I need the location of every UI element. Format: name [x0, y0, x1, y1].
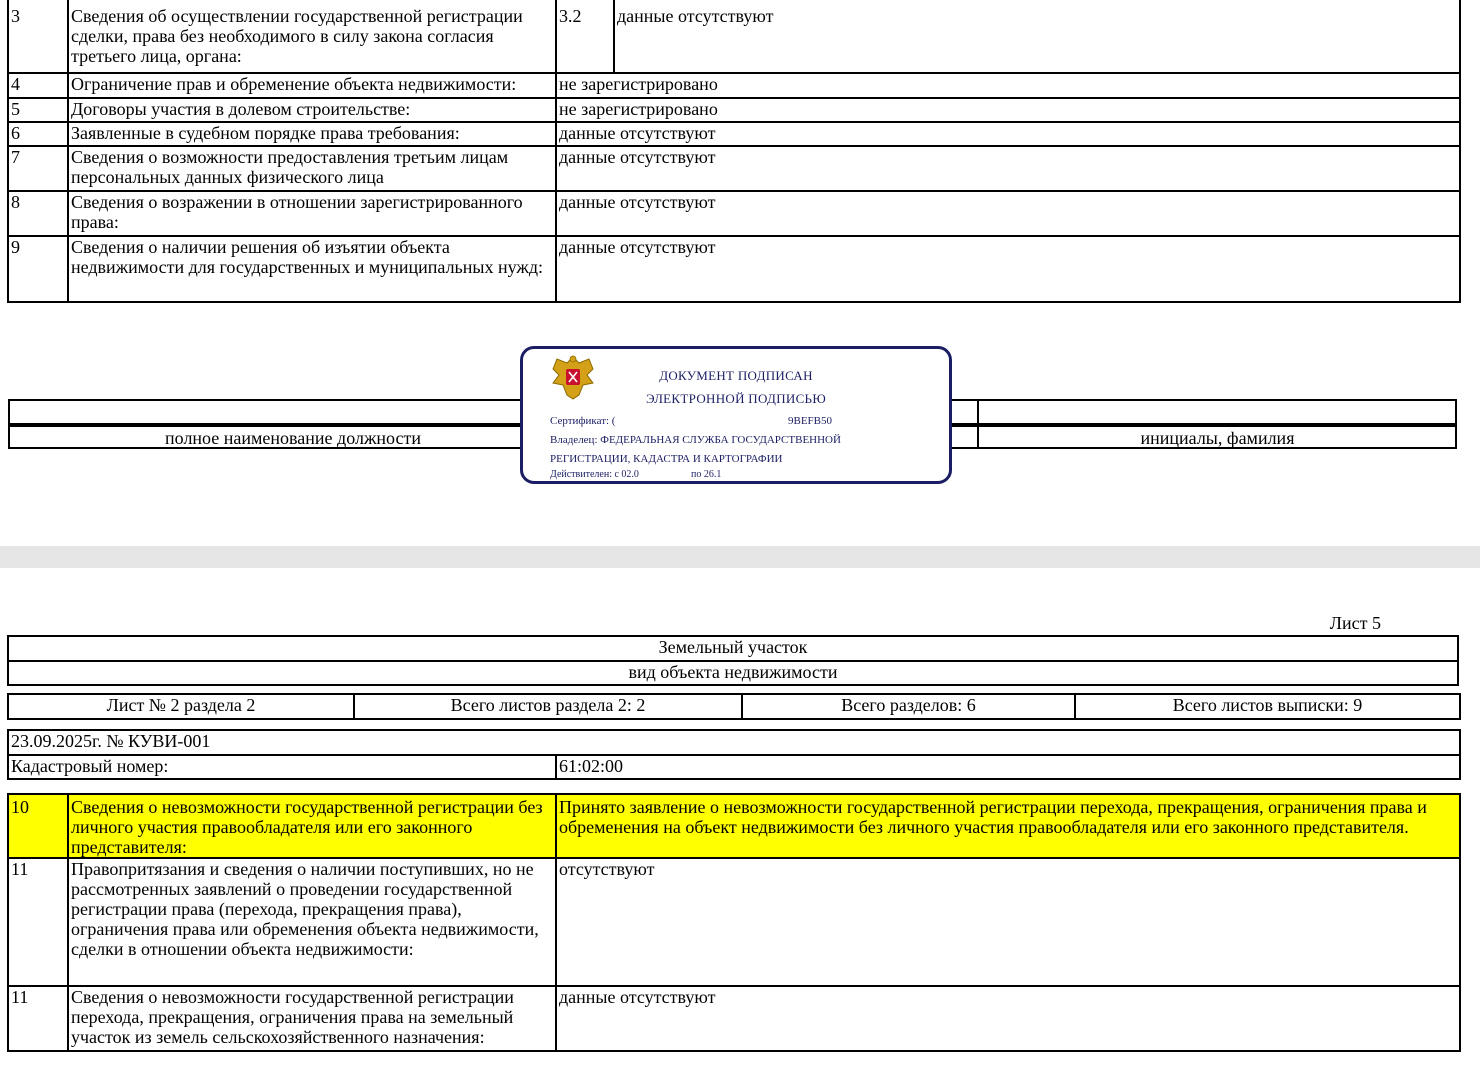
row-number: 9 [8, 236, 68, 302]
row-label: Ограничение прав и обременение объекта недвижимости: [68, 73, 556, 98]
position-caption: полное наименование должности [165, 428, 421, 448]
stamp-valid-from: Действителен: с 02.0 [550, 469, 639, 480]
stamp-owner-1: Владелец: ФЕДЕРАЛЬНАЯ СЛУЖБА ГОСУДАРСТВЕННОЙ [550, 434, 841, 446]
row-subnumber: 3.2 [556, 0, 614, 73]
row-value: данные отсутствуют [556, 236, 1460, 302]
row-value: данные отсутствуют [556, 986, 1460, 1051]
stamp-title-2: ЭЛЕКТРОННОЙ ПОДПИСЬЮ [646, 391, 826, 406]
row-label: Сведения о возможности предоставления третьим лицам персональных данных физического лица [68, 146, 556, 191]
row-label: Заявленные в судебном порядке права требования: [68, 122, 556, 146]
stamp-certificate-label: Сертификат: ( [550, 415, 616, 427]
cadastral-label: Кадастровый номер: [8, 755, 556, 779]
object-type-table [7, 635, 1459, 686]
row-number: 5 [8, 98, 68, 122]
total-sections-cell: Всего разделов: 6 [742, 694, 1075, 719]
name-caption: инициалы, фамилия [1140, 428, 1295, 448]
electronic-signature-stamp [520, 346, 952, 484]
row-value: не зарегистрировано [556, 73, 1460, 98]
row-value: отсутствуют [556, 858, 1460, 986]
table-row [8, 73, 1460, 98]
table-row [8, 191, 1460, 236]
row-label: Договоры участия в долевом строительстве: [68, 98, 556, 122]
row-label: Сведения о невозможности государственной регистрации без личного участия правообладателя или его законного представителя: [68, 794, 556, 858]
cadastral-table [7, 729, 1461, 780]
stamp-owner-2: РЕГИСТРАЦИИ, КАДАСТРА И КАРТОГРАФИИ [550, 453, 783, 465]
row-number: 11 [8, 858, 68, 986]
sheet-info-table [7, 693, 1461, 720]
row-value: данные отсутствуют [556, 191, 1460, 236]
cadastral-number: 61:02:00 [556, 755, 1460, 779]
row-number: 8 [8, 191, 68, 236]
row-label: Правопритязания и сведения о наличии поступивших, но не рассмотренных заявлений о проведении государственной регистрации права (перехода, прекращения права), ограничения права или обременения объекта недвижимости, сделки в отношении объекта недвижимости: [68, 858, 556, 986]
total-sheets-section-cell: Всего листов раздела 2: 2 [354, 694, 742, 719]
document-date-number: 23.09.2025г. № КУВИ-001 [8, 730, 1460, 755]
row-value: данные отсутствуют [556, 122, 1460, 146]
table-row [8, 122, 1460, 146]
row-number: 3 [8, 0, 68, 73]
rights-table-bottom [7, 793, 1461, 1052]
row-value: не зарегистрировано [556, 98, 1460, 122]
row-label: Сведения об осуществлении государственной регистрации сделки, права без необходимого в силу закона согласия третьего лица, органа: [68, 0, 556, 73]
table-row [8, 98, 1460, 122]
row-number: 7 [8, 146, 68, 191]
table-row [8, 986, 1460, 1051]
table-row [8, 858, 1460, 986]
row-number: 6 [8, 122, 68, 146]
table-row [8, 794, 1460, 858]
row-value: данные отсутствуют [614, 0, 1460, 73]
row-number: 10 [8, 794, 68, 858]
sheet-section-cell: Лист № 2 раздела 2 [8, 694, 354, 719]
row-label: Сведения о возражении в отношении зарегистрированного права: [68, 191, 556, 236]
page-separator [0, 546, 1480, 568]
row-label: Сведения о наличии решения об изъятии объекта недвижимости для государственных и муниципальных нужд: [68, 236, 556, 302]
table-row [8, 236, 1460, 302]
object-type: Земельный участок [8, 636, 1458, 661]
stamp-certificate-value: 9BEFB50 [788, 415, 833, 427]
row-label: Сведения о невозможности государственной регистрации перехода, прекращения, ограничения права на земельный участок из земель сельскохозяйственного назначения: [68, 986, 556, 1051]
table-row [8, 146, 1460, 191]
row-value: Принято заявление о невозможности государственной регистрации перехода, прекращения, ограничения права и обременения на объект недвижимости без личного участия правообладателя или его законного представителя. [556, 794, 1460, 858]
row-number: 11 [8, 986, 68, 1051]
object-type-caption: вид объекта недвижимости [8, 661, 1458, 685]
row-value: данные отсутствуют [556, 146, 1460, 191]
table-row [8, 0, 1460, 73]
rights-table-top [7, 0, 1461, 303]
row-number: 4 [8, 73, 68, 98]
stamp-valid-to: по 26.1 [691, 469, 722, 480]
sheet-number: Лист 5 [1329, 613, 1381, 633]
stamp-title-1: ДОКУМЕНТ ПОДПИСАН [659, 368, 813, 383]
total-sheets-cell: Всего листов выписки: 9 [1075, 694, 1460, 719]
